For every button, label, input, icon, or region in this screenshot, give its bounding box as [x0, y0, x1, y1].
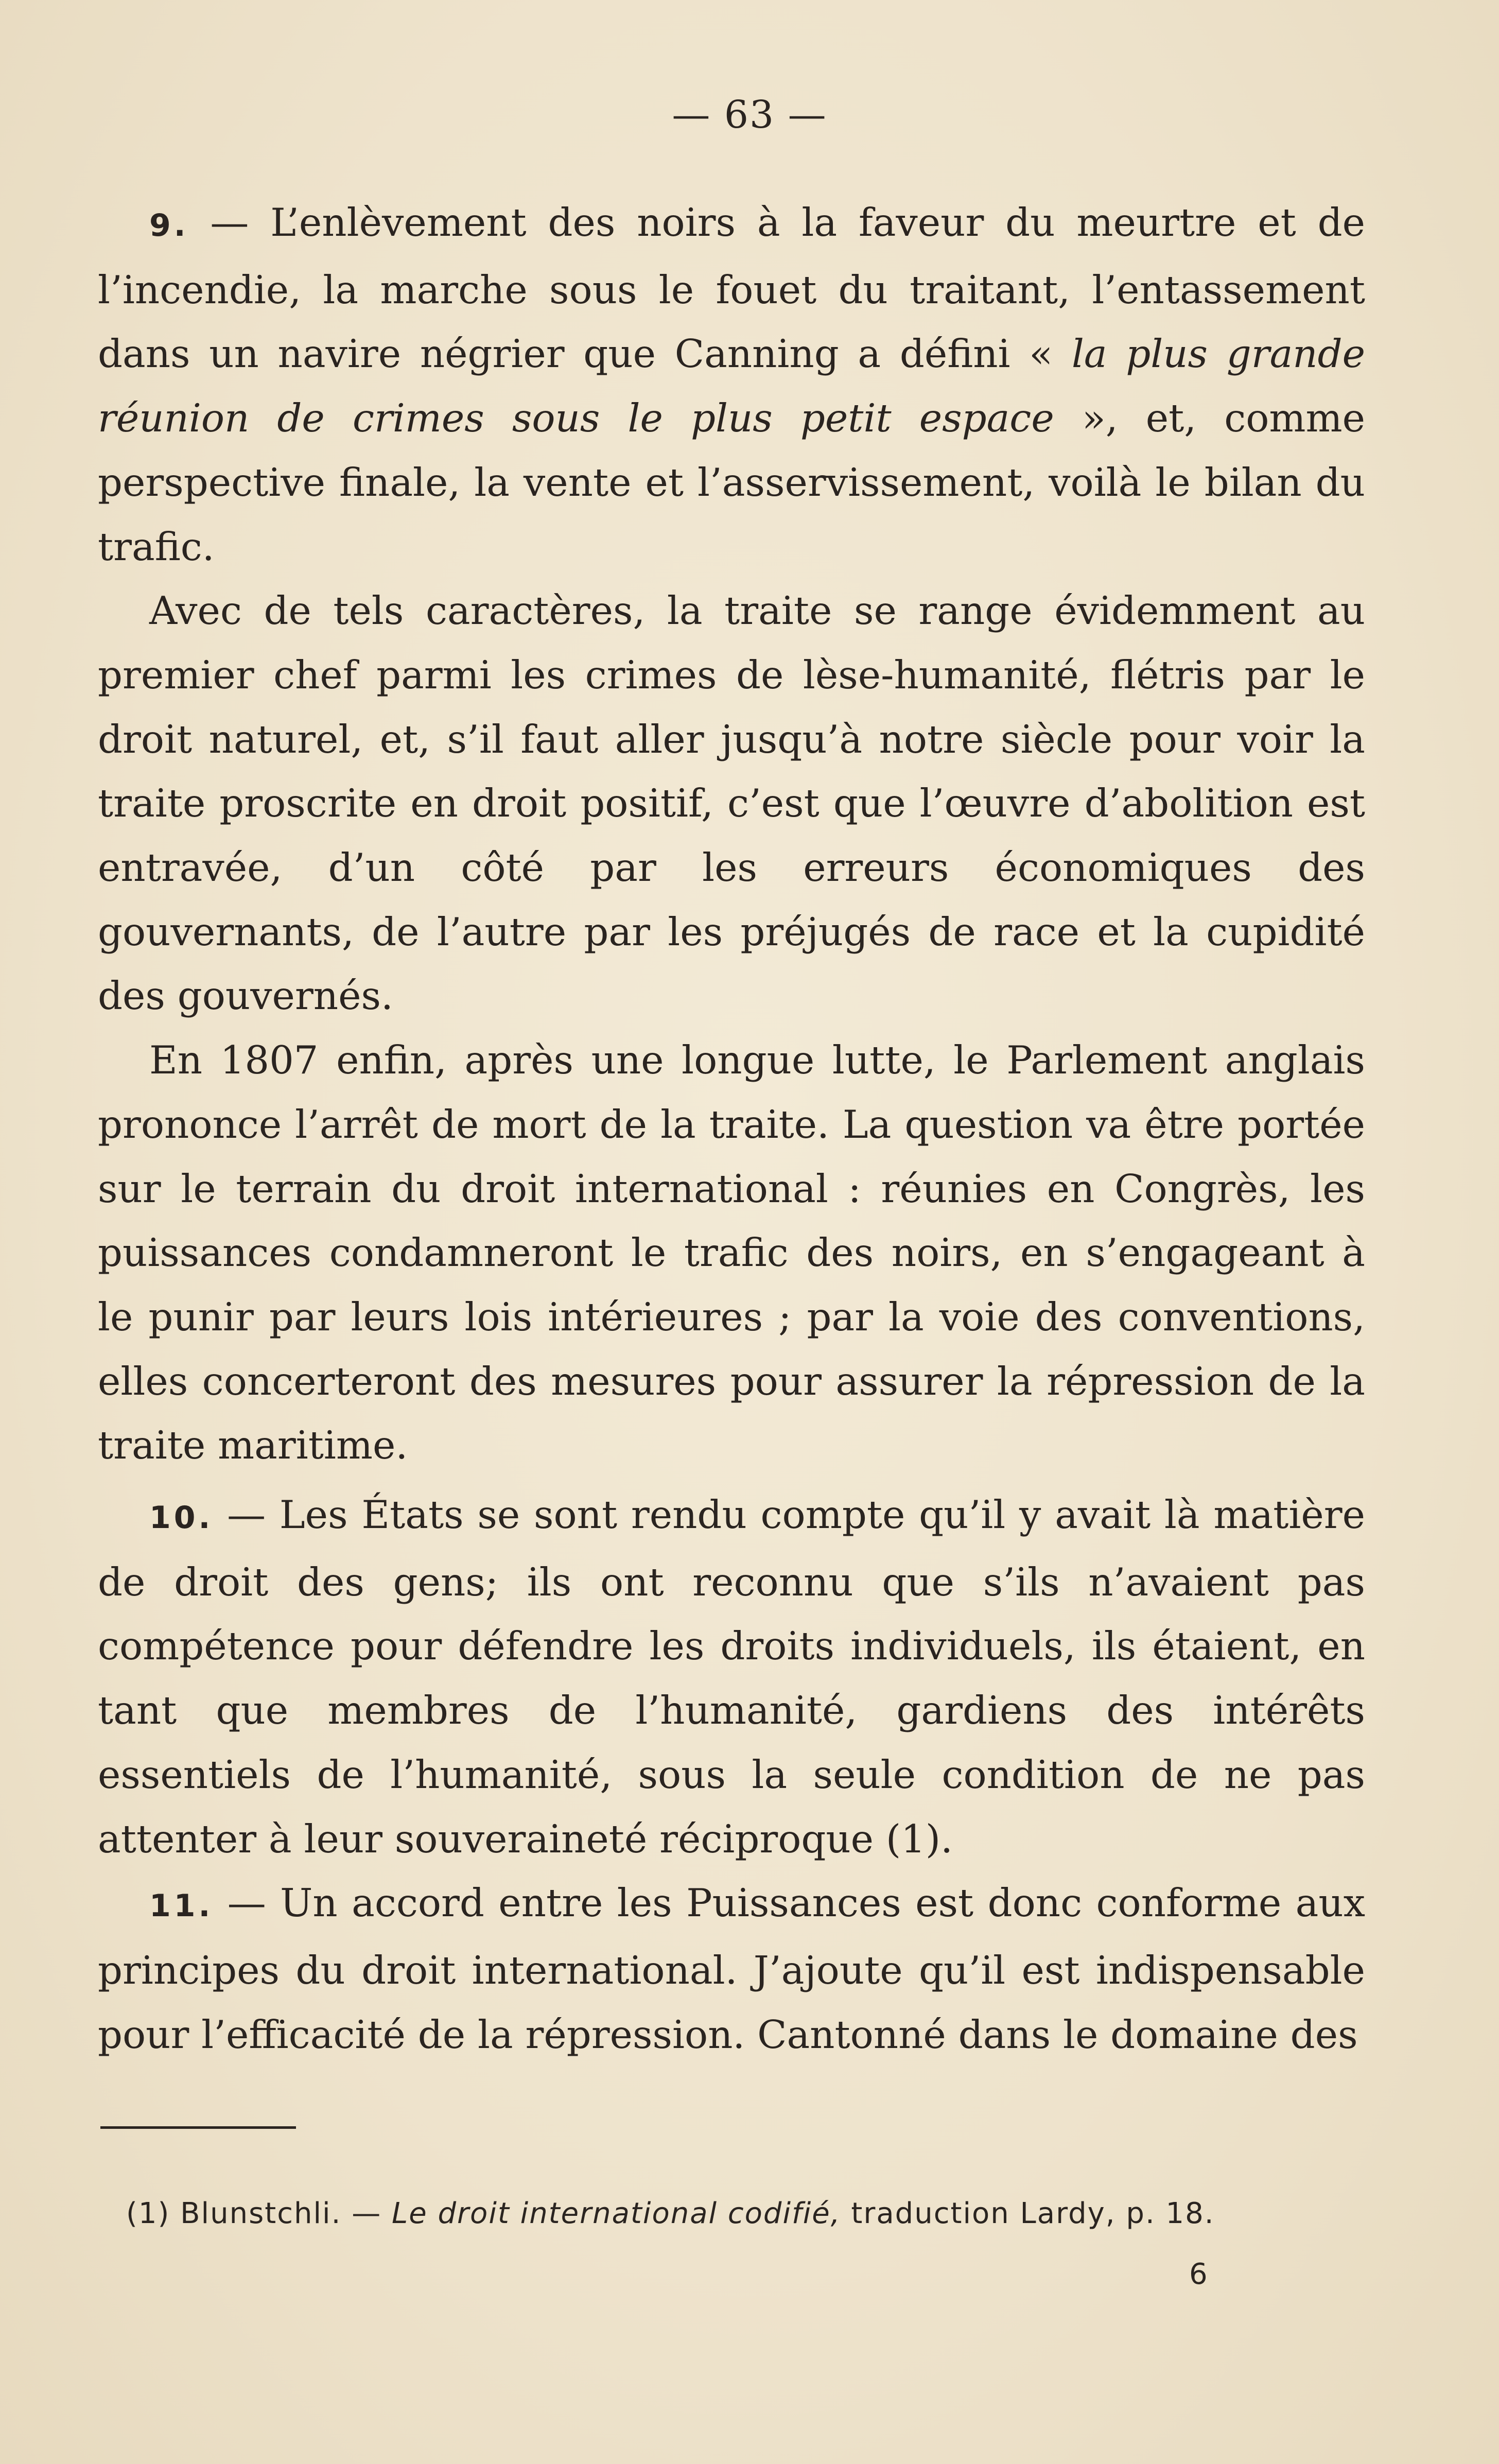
footnote-author: (1) Blunstchli. — — [126, 2197, 392, 2230]
paragraph-text: Les États se sont rendu compte qu’il y avait là matière de droit des gens; ils ont reconnu que s’ils n’avaient pas compétence pour défendre les droits individuels, ils étaient, en tant que membres de l’humanité, gardiens des intérêts essentiels de l’humanité, sous la seule condition de ne pas attenter à leur souveraineté réciproque (1). — [98, 1492, 1365, 1862]
em-dash: — — [213, 1880, 281, 1926]
page-number: — 63 — — [672, 93, 827, 137]
footnote-separator — [100, 2126, 296, 2129]
em-dash: — — [188, 200, 271, 245]
paragraph-9 — [98, 190, 1365, 579]
paragraph-10 — [98, 1483, 1365, 1871]
signature-mark: 6 — [1189, 2258, 1208, 2291]
paragraph-text: Un accord entre les Puissances est donc conforme aux principes du droit international. J’ajoute qu’il est indispensable pour l’efficacité de la répression. Cantonné dans le domaine des — [98, 1880, 1365, 2057]
paragraph-9-conclusion: En 1807 enfin, après une longue lutte, le Parlement anglais prononce l’arrêt de mort de la traite. La question va être portée sur le terrain du droit international : réunies en Congrès, les puissances condamneront le trafic des noirs, en s’engageant à le punir par leurs lois intérieures ; par la voie des conventions, elles concerteront des mesures pour assurer la répression de la traite maritime. — [98, 1037, 1365, 1468]
footnote — [126, 2193, 1372, 2234]
italic-quote: la plus grande réunion de crimes sous le plus petit espace — [98, 331, 1365, 441]
body-text — [98, 190, 1365, 2067]
footnote-title: Le droit international codifié, — [392, 2197, 841, 2230]
paragraph-text: L’enlèvement des noirs à la faveur du meurtre et de l’incendie, la marche sous le fouet du traitant, l’entassement dans un navire négrier que Canning a défini « — [98, 200, 1365, 377]
section-number: 9. — [149, 207, 189, 244]
section-number: 10. — [149, 1500, 214, 1536]
em-dash: — — [213, 1492, 280, 1538]
paragraph-11 — [98, 1871, 1365, 2067]
section-number: 11. — [149, 1888, 214, 1924]
paragraph-9-continued: Avec de tels caractères, la traite se range évidemment au premier chef parmi les crimes de lèse-humanité, flétris par le droit naturel, et, s’il faut aller jusqu’à notre siècle pour voir la traite proscrite en droit positif, c’est que l’œuvre d’abolition est entravée, d’un côté par les erreurs économiques des gouvernants, de l’autre par les préjugés de race et la cupidité des gouvernés. — [98, 588, 1365, 1019]
paragraph-text: », et, comme perspective finale, la vente et l’asservissement, voilà le bilan du trafic. — [98, 395, 1365, 569]
footnote-details: traduction Lardy, p. 18. — [841, 2197, 1215, 2230]
